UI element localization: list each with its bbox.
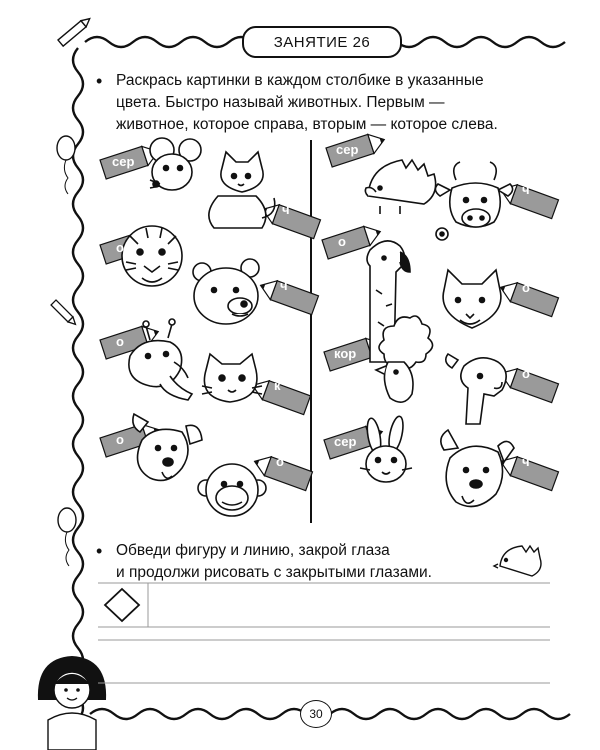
tracing-area — [98, 583, 550, 683]
page-number — [300, 700, 332, 728]
page-number-text: 30 — [309, 707, 323, 721]
crayon-right-6-label: о — [522, 366, 530, 381]
kitten-icon — [202, 354, 262, 402]
crayon-right-1-label: сер — [336, 142, 359, 157]
rooster-icon — [376, 316, 433, 402]
crayon-left-2 — [259, 200, 320, 239]
lesson-title-text: ЗАНЯТИЕ 26 — [273, 33, 371, 51]
cat-icon — [209, 152, 275, 228]
crayon-left-1-label: сер — [112, 154, 135, 169]
crayon-right-2-label: ч — [522, 182, 530, 197]
crayon-left-5-label: о — [116, 334, 124, 349]
crayon-left-6-label: к — [274, 378, 281, 393]
bear-icon — [193, 259, 259, 324]
crayon-right-3-label: о — [338, 234, 346, 249]
crayon-right-7-label: сер — [334, 434, 357, 449]
crayon-left-2-label: ч — [282, 202, 290, 217]
crayon-right-8-label: ч — [522, 454, 530, 469]
crayon-left-4-label: ч — [280, 278, 288, 293]
crayon-left-4 — [257, 276, 318, 315]
crayon-right-4-label: о — [522, 280, 530, 295]
task2-instructions — [116, 540, 496, 584]
task2-line: и продолжи рисовать с закрытыми глазами. — [116, 564, 432, 581]
cow-icon — [435, 162, 512, 240]
monkey-icon — [198, 464, 266, 516]
dog-icon — [133, 414, 202, 480]
task2-line: Обведи фигуру и линию, закрой глаза — [116, 542, 390, 559]
task1-line: животное, которое справа, вторым — которое слева. — [116, 116, 498, 133]
rabbit-icon — [360, 415, 412, 482]
task1-line: цвета. Быстро называй животных. Первым — — [116, 94, 445, 111]
camel-icon — [446, 354, 506, 424]
diamond-shape — [105, 589, 139, 621]
small-hedgehog-icon — [494, 546, 541, 576]
task1-line: Раскрась картинки в каждом столбике в указанные — [116, 72, 484, 89]
crayon-right-5-label: кор — [334, 346, 357, 361]
puppy-icon — [441, 430, 514, 507]
tiger-icon — [122, 226, 182, 286]
task1-bullet: • — [96, 71, 103, 91]
hedgehog-icon — [365, 160, 435, 214]
crayon-left-3-label: о — [116, 240, 124, 255]
mouse-icon — [150, 138, 201, 190]
crayon-left-8-label: о — [276, 454, 284, 469]
crayon-left-7-label: о — [116, 432, 124, 447]
task2-bullet: • — [96, 541, 103, 561]
wolf-icon — [443, 270, 501, 328]
